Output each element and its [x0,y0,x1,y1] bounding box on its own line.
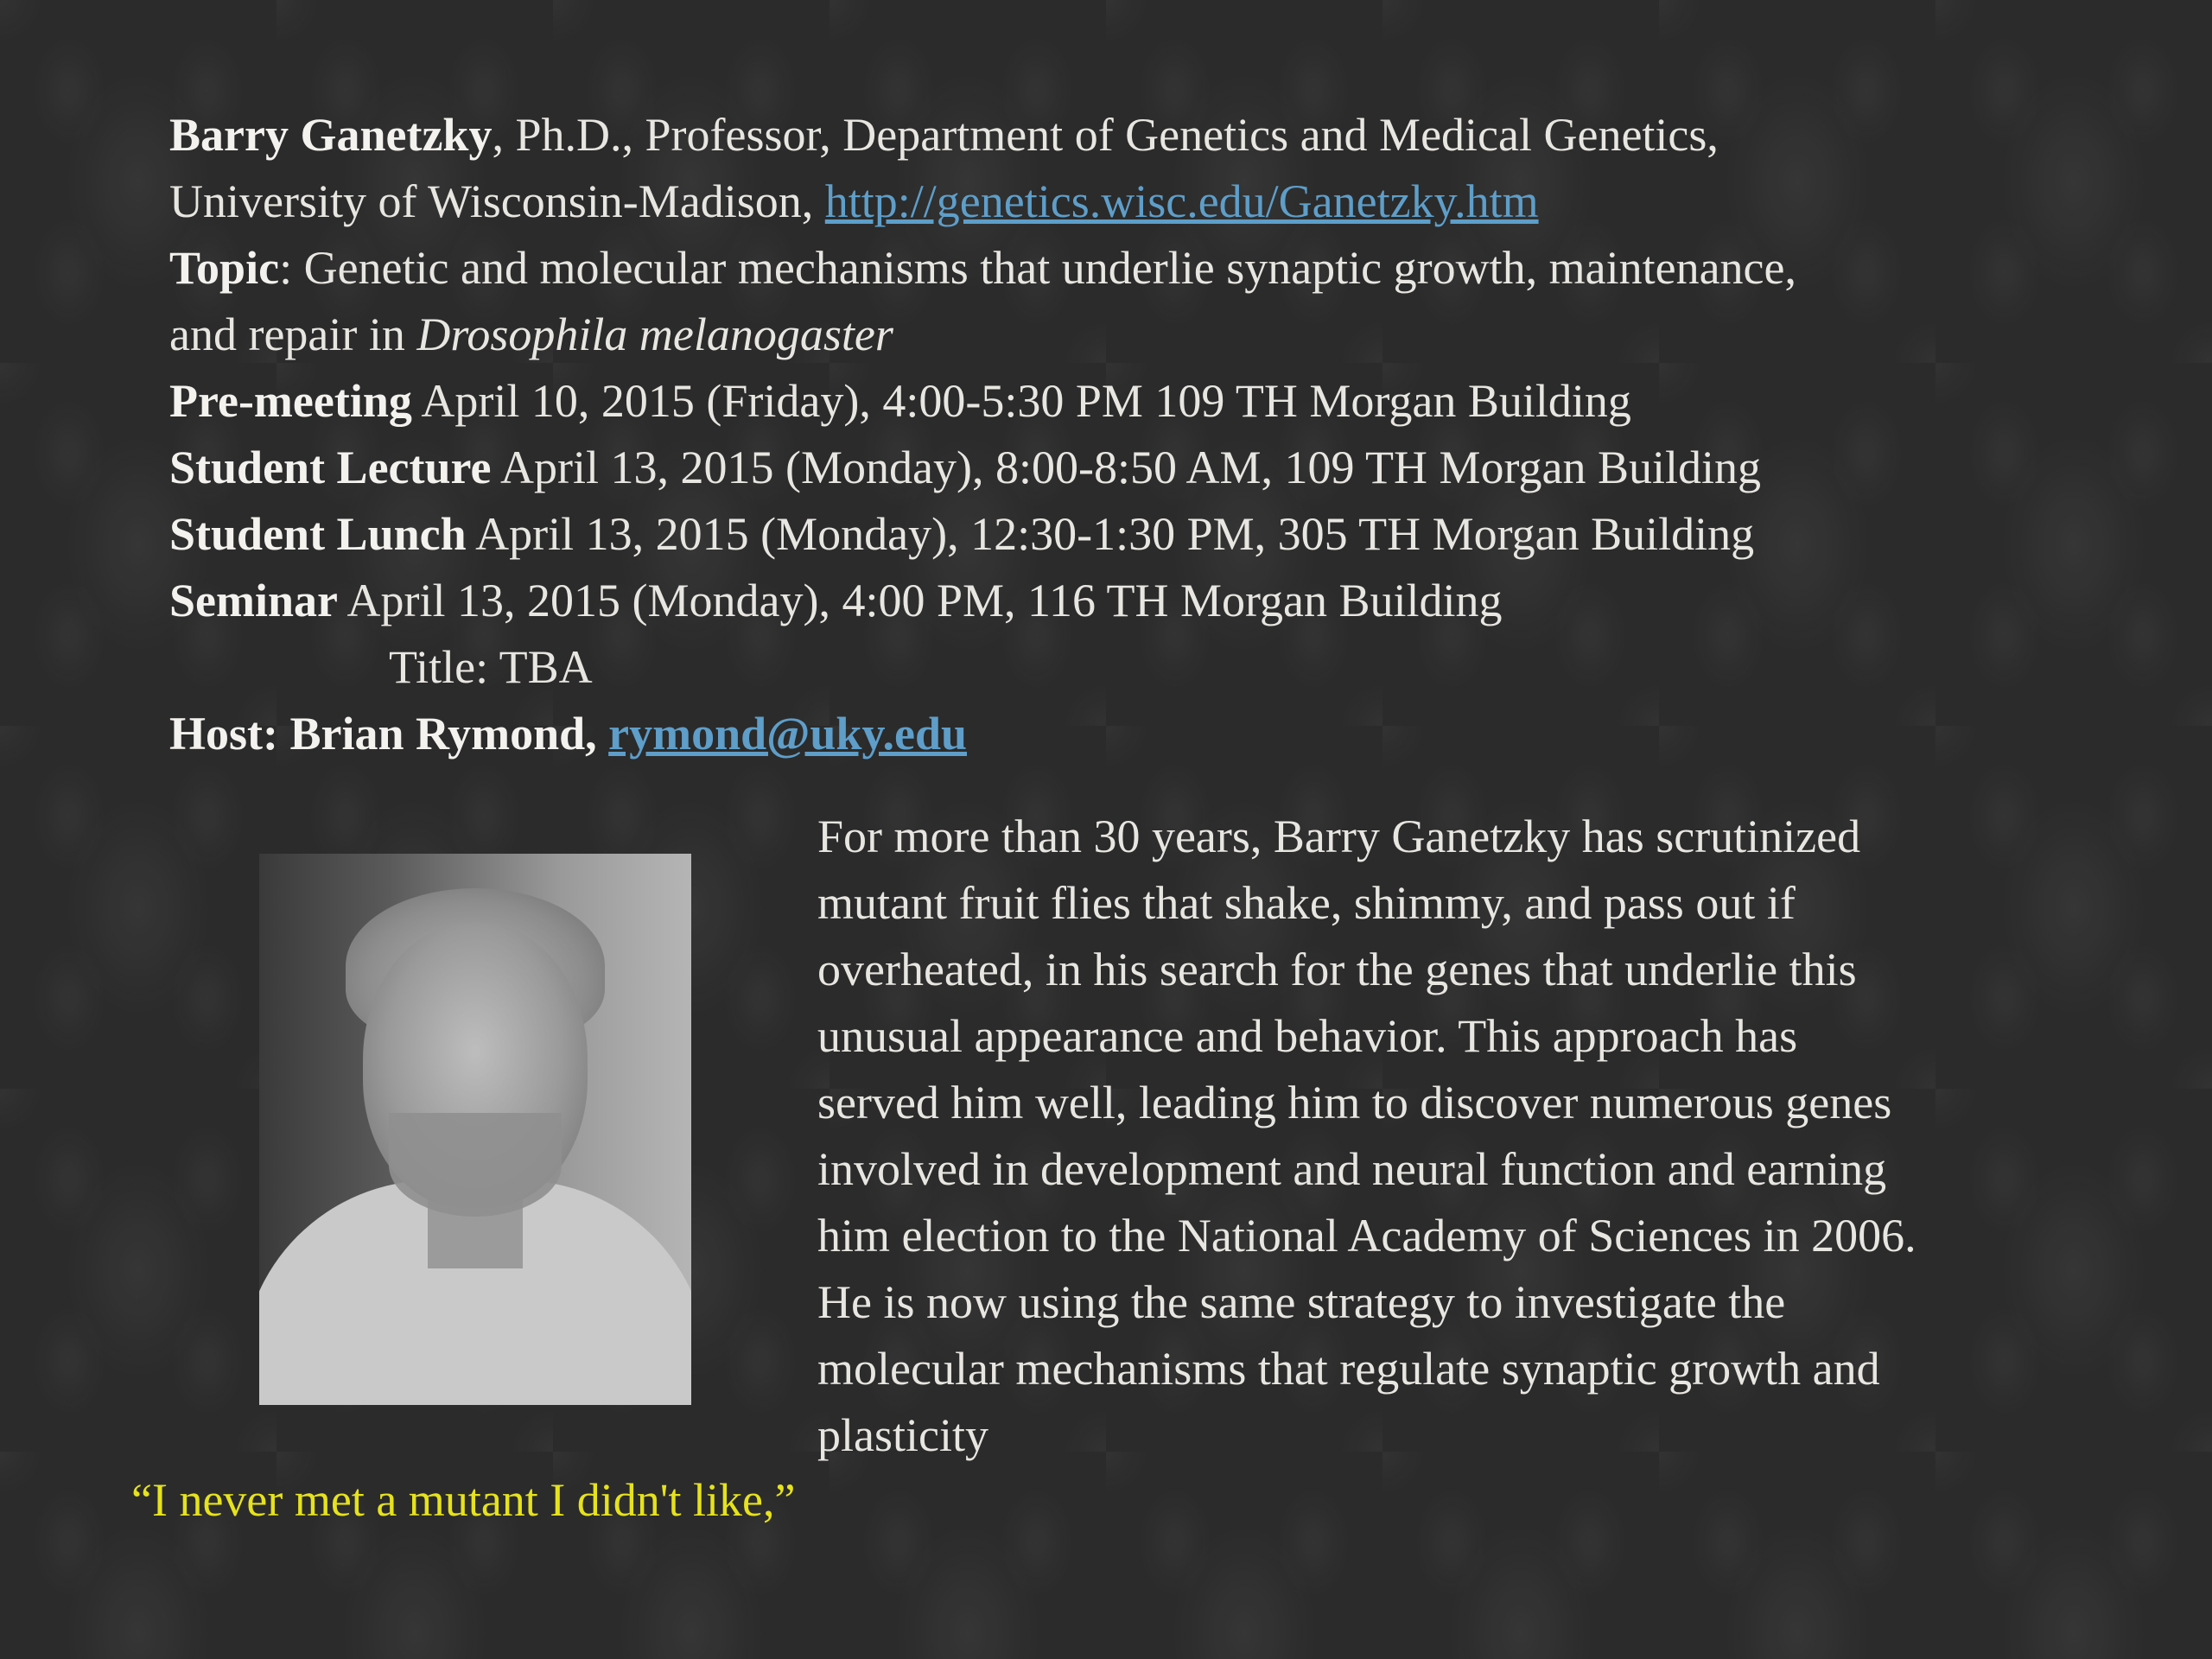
event-student-lecture [169,435,2122,501]
speaker-url-link[interactable]: http://genetics.wisc.edu/Ganetzky.htm [824,175,1539,227]
bio-line: He is now using the same strategy to investigate the [817,1276,1786,1328]
event-detail: April 13, 2015 (Monday), 12:30-1:30 PM, 305 TH Morgan Building [466,508,1755,560]
topic-label: Topic [169,242,280,294]
topic-line-2 [169,302,2122,368]
bio-line: overheated, in his search for the genes that underlie this [817,944,1857,995]
event-seminar [169,568,2122,634]
speaker-affiliation-1: , Ph.D., Professor, Department of Genetics and Medical Genetics, [492,109,1719,161]
speaker-line-2 [169,168,2122,235]
topic-text-1: : Genetic and molecular mechanisms that underlie synaptic growth, maintenance, [279,242,1796,294]
topic-organism: Drosophila melanogaster [416,308,893,360]
speaker-photo [259,854,691,1405]
bio-line: plasticity [817,1409,988,1461]
topic-text-2: and repair in [169,308,417,360]
speaker-line-1 [169,102,2122,168]
speaker-affiliation-2: University of Wisconsin-Madison, [169,175,825,227]
event-detail: April 13, 2015 (Monday), 4:00 PM, 116 TH Morgan Building [338,575,1503,626]
host-line [169,701,2122,767]
event-label: Pre-meeting [169,375,412,427]
speaker-name: Barry Ganetzky [169,109,493,161]
event-label: Seminar [169,575,338,626]
event-detail: April 10, 2015 (Friday), 4:00-5:30 PM 109 TH Morgan Building [411,375,1631,427]
bio-line: molecular mechanisms that regulate synaptic growth and [817,1343,1880,1395]
event-details [169,102,2122,767]
event-label: Student Lunch [169,508,467,560]
event-student-lunch [169,501,2122,568]
speaker-bio [817,804,2096,1469]
bio-line: unusual appearance and behavior. This approach has [817,1010,1798,1062]
event-label: Student Lecture [169,442,492,493]
host-label: Host: Brian Rymond, [169,708,609,760]
bio-line: For more than 30 years, Barry Ganetzky has scrutinized [817,810,1861,862]
event-pre-meeting [169,368,2122,435]
bio-line: mutant fruit flies that shake, shimmy, and pass out if [817,877,1796,929]
bio-line: involved in development and neural function and earning [817,1143,1887,1195]
event-detail: April 13, 2015 (Monday), 8:00-8:50 AM, 109 TH Morgan Building [491,442,1761,493]
bio-line: him election to the National Academy of Sciences in 2006. [817,1210,1916,1262]
host-email-link[interactable]: rymond@uky.edu [608,708,968,760]
topic-line-1 [169,235,2122,302]
seminar-title: Title: TBA [389,641,593,693]
bio-line: served him well, leading him to discover numerous genes [817,1077,1892,1128]
speaker-quote: “I never met a mutant I didn't like,” [131,1474,796,1526]
